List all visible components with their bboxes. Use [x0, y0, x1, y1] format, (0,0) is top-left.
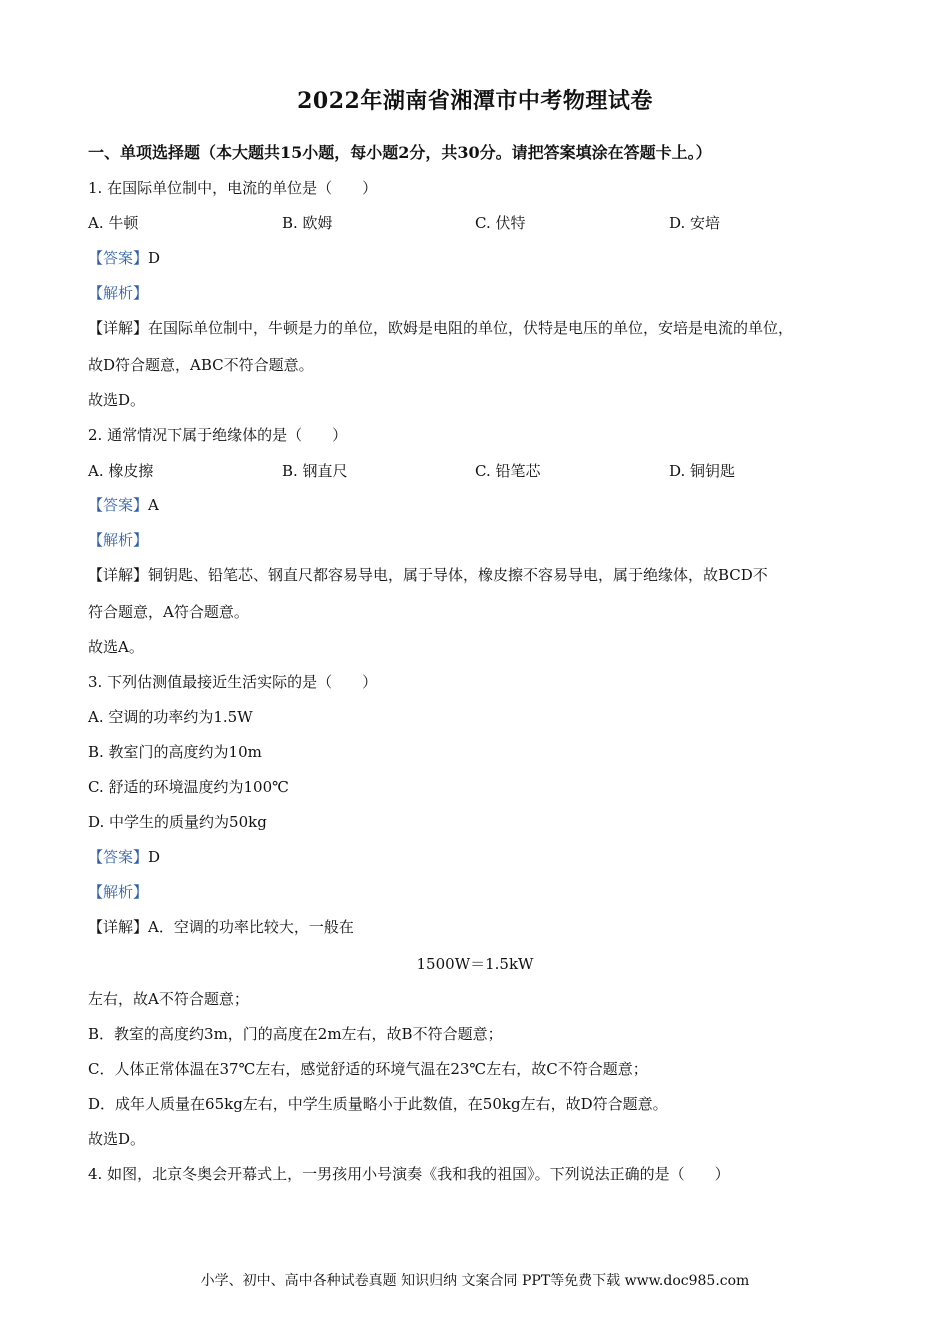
- q2-option-d: D. 铜钥匙: [669, 462, 736, 480]
- q3-option-c: C. 舒适的环境温度约为100℃: [88, 778, 289, 796]
- q3-option-b: B. 教室门的高度约为10m: [88, 743, 262, 761]
- q3-option-d: D. 中学生的质量约为50kg: [88, 813, 267, 831]
- q2-stem: 2. 通常情况下属于绝缘体的是（ ）: [88, 426, 348, 444]
- q4-stem: 4. 如图，北京冬奥会开幕式上，一男孩用小号演奏《我和我的祖国》。下列说法正确的是（ ）: [88, 1165, 730, 1183]
- q2-answer-value: A: [148, 496, 159, 514]
- q2-answer: [88, 495, 159, 515]
- page-title: 2022年湖南省湘潭市中考物理试卷: [297, 88, 653, 114]
- footer-text: 小学、初中、高中各种试卷真题 知识归纳 文案合同 PPT等免费下载 www.doc985.com: [200, 1273, 750, 1289]
- q2-conclusion: 故选A。: [88, 638, 144, 656]
- q1-option-c: C. 伏特: [475, 214, 526, 232]
- q1-answer-value: D: [148, 249, 161, 267]
- q3-analysis-tag: 【解析】: [88, 883, 149, 901]
- q2-option-a: A. 橡皮擦: [88, 462, 154, 480]
- q3-detail-3: B．教室的高度约3m，门的高度在2m左右，故B不符合题意；: [88, 1025, 503, 1043]
- q3-detail-5: D．成年人质量在65kg左右，中学生质量略小于此数值，在50kg左右，故D符合题意。: [88, 1095, 668, 1113]
- q1-answer: [88, 248, 160, 268]
- q2-option-c: C. 铅笔芯: [475, 462, 541, 480]
- q2-detail-1: 【详解】铜钥匙、铅笔芯、钢直尺都容易导电，属于导体，橡皮擦不容易导电，属于绝缘体，故BCD不: [88, 566, 768, 584]
- q3-conclusion: 故选D。: [88, 1130, 146, 1148]
- q3-answer-value: D: [148, 848, 161, 866]
- q3-detail-4: C．人体正常体温在37℃左右，感觉舒适的环境气温在23℃左右，故C不符合题意；: [88, 1060, 648, 1078]
- q3-stem: 3. 下列估测值最接近生活实际的是（ ）: [88, 673, 378, 691]
- q2-option-b: B. 钢直尺: [282, 462, 348, 480]
- section-heading: 一、单项选择题（本大题共15小题，每小题2分，共30分。请把答案填涂在答题卡上。）: [88, 143, 712, 162]
- q3-formula: 1500W＝1.5kW: [416, 955, 534, 973]
- q1-detail-1: 【详解】在国际单位制中，牛顿是力的单位，欧姆是电阻的单位，伏特是电压的单位，安培是电流的单位，: [88, 319, 794, 337]
- answer-tag: 【答案】: [88, 496, 149, 514]
- answer-tag: 【答案】: [88, 848, 149, 866]
- q2-detail-2: 符合题意，A符合题意。: [88, 603, 249, 621]
- q1-option-b: B. 欧姆: [282, 214, 333, 232]
- q2-analysis-tag: 【解析】: [88, 531, 149, 549]
- answer-tag: 【答案】: [88, 249, 149, 267]
- q3-detail-1: 【详解】A．空调的功率比较大，一般在: [88, 918, 354, 936]
- q1-conclusion: 故选D。: [88, 391, 146, 409]
- q1-detail-2: 故D符合题意，ABC不符合题意。: [88, 356, 314, 374]
- q3-option-a: A. 空调的功率约为1.5W: [88, 708, 253, 726]
- q1-option-d: D. 安培: [669, 214, 721, 232]
- q3-answer: [88, 847, 160, 867]
- q1-stem: 1. 在国际单位制中，电流的单位是（ ）: [88, 179, 378, 197]
- q1-option-a: A. 牛顿: [88, 214, 139, 232]
- q3-detail-2: 左右，故A不符合题意；: [88, 990, 249, 1008]
- q1-analysis-tag: 【解析】: [88, 284, 149, 302]
